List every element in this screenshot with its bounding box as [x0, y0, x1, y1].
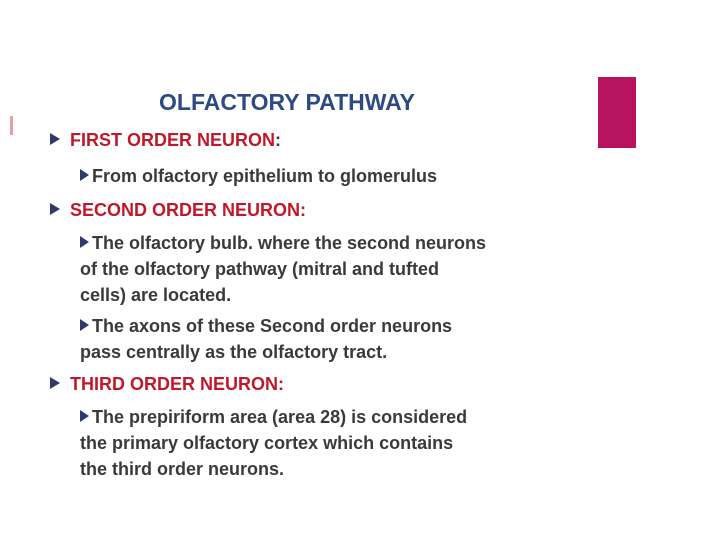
sub-bullet-continuation: pass centrally as the olfactory tract.	[80, 342, 388, 362]
sub-bullet-continuation: of the olfactory pathway (mitral and tufted	[80, 259, 440, 279]
sub-bullet-text: The olfactory bulb. where the second neurons	[92, 233, 487, 253]
sub-bullet-text: The axons of these Second order neurons	[92, 316, 453, 336]
section-heading	[50, 130, 281, 151]
bullet-arrow-icon	[50, 133, 60, 145]
bullet-arrow-icon	[80, 410, 89, 422]
section-heading-text: SECOND ORDER NEURON:	[70, 200, 307, 220]
sub-bullet-line	[80, 316, 452, 337]
slide-title: OLFACTORY PATHWAY	[159, 89, 416, 115]
sub-bullet-continuation: the third order neurons.	[80, 459, 285, 479]
section-heading	[50, 374, 284, 395]
sub-bullet-continuation: the primary olfactory cortex which contains	[80, 433, 454, 453]
sub-bullet-line	[80, 407, 467, 428]
sub-bullet-continuation: cells) are located.	[80, 285, 232, 305]
heading-colon: :	[275, 130, 282, 150]
bullet-arrow-icon	[50, 203, 60, 215]
bullet-arrow-icon	[80, 236, 89, 248]
bullet-arrow-icon	[80, 169, 89, 181]
section-heading-text: THIRD ORDER NEURON:	[70, 374, 284, 394]
sub-bullet-line	[80, 166, 437, 187]
edge-mark	[10, 116, 13, 135]
sub-bullet-text: From olfactory epithelium to glomerulus	[92, 166, 438, 186]
section-heading	[50, 200, 306, 221]
sub-bullet-line	[80, 233, 486, 254]
section-heading-text: FIRST ORDER NEURON	[70, 130, 276, 150]
sub-bullet-text: The prepiriform area (area 28) is considered	[92, 407, 468, 427]
accent-bar	[598, 77, 636, 148]
bullet-arrow-icon	[50, 377, 60, 389]
bullet-arrow-icon	[80, 319, 89, 331]
